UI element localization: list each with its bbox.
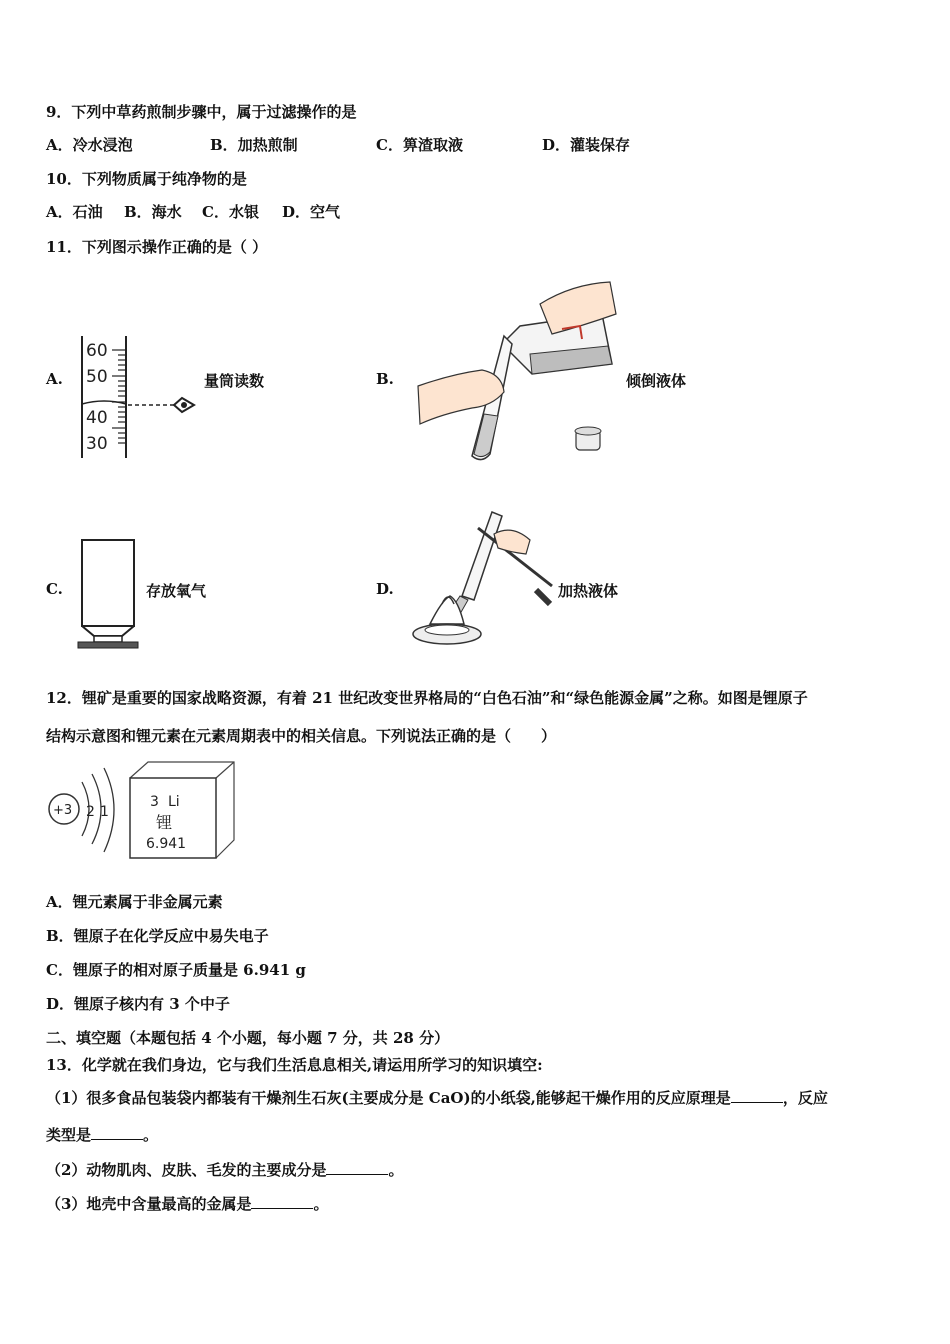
q13-part3-blank[interactable]	[251, 1194, 313, 1209]
q13-part1-text-a: （1）很多食品包装袋内都装有干燥剂生石灰(主要成分是 CaO)的小纸袋,能够起干燥作用的反应原理是	[46, 1089, 731, 1107]
q10-option-a: A．石油	[46, 203, 103, 221]
q13-part2-text-a: （2）动物肌肉、皮肤、毛发的主要成分是	[46, 1161, 327, 1179]
q13-part2	[46, 1159, 403, 1181]
q11-option-d-letter: D.	[376, 580, 394, 598]
q11-stem: 11．下列图示操作正确的是（ ）	[46, 238, 268, 256]
q13-part1-text-d: 。	[143, 1126, 159, 1144]
nucleus-charge: +3	[53, 803, 73, 818]
element-symbol: Li	[168, 794, 180, 810]
q11-option-d-caption: 加热液体	[558, 582, 619, 600]
q10-option-c: C．水银	[202, 203, 259, 221]
q13-part1-text-b: ，反应	[782, 1089, 828, 1107]
q10-stem: 10．下列物质属于纯净物的是	[46, 170, 247, 188]
graduated-cylinder-figure	[74, 332, 214, 464]
q10-option-d: D．空气	[282, 203, 341, 221]
pouring-liquid-figure	[412, 274, 622, 464]
section-2-heading: 二、填空题（本题包括 4 个小题，每小题 7 分，共 28 分）	[46, 1029, 450, 1047]
gas-jar-figure	[74, 536, 144, 652]
q12-option-c: C．锂原子的相对原子质量是 6.941 g	[46, 961, 306, 979]
q11-option-c-caption: 存放氧气	[146, 582, 207, 600]
shell-1-electrons: 2	[86, 804, 95, 820]
q11-option-c-letter: C.	[46, 580, 63, 598]
shell-2-electrons: 1	[100, 804, 109, 820]
element-mass: 6.941	[146, 836, 187, 852]
q9-option-b: B．加热煎制	[210, 136, 298, 154]
q13-part1-text-c: 类型是	[46, 1126, 92, 1144]
q11-option-b-caption: 倾倒液体	[626, 372, 687, 390]
q13-stem: 13．化学就在我们身边，它与我们生活息息相关,请运用所学习的知识填空:	[46, 1056, 543, 1074]
q13-part3-text-b: 。	[313, 1195, 329, 1213]
scale-label-60: 60	[86, 341, 108, 361]
element-number: 3	[150, 794, 159, 810]
q9-option-a: A．冷水浸泡	[46, 136, 133, 154]
q13-part1-line1	[46, 1087, 828, 1109]
q13-part1-blank-1[interactable]	[731, 1088, 783, 1103]
q12-stem-line2: 结构示意图和锂元素在元素周期表中的相关信息。下列说法正确的是（ ）	[46, 727, 557, 745]
q10-option-b: B．海水	[124, 203, 182, 221]
q11-option-a-letter: A.	[46, 370, 63, 388]
q9-stem: 9．下列中草药煎制步骤中，属于过滤操作的是	[46, 103, 357, 121]
q11-option-a-caption: 量筒读数	[204, 372, 265, 390]
q9-option-d: D．灌装保存	[542, 136, 631, 154]
lithium-structure-figure	[44, 760, 244, 864]
q12-option-b: B．锂原子在化学反应中易失电子	[46, 927, 269, 945]
q12-option-a: A．锂元素属于非金属元素	[46, 893, 223, 911]
q13-part2-text-b: 。	[388, 1161, 404, 1179]
q11-option-b-letter: B.	[376, 370, 394, 388]
q13-part3	[46, 1193, 328, 1215]
q13-part1-blank-2[interactable]	[91, 1125, 143, 1140]
q12-option-d: D．锂原子核内有 3 个中子	[46, 995, 230, 1013]
element-name: 锂	[156, 813, 173, 832]
scale-label-30: 30	[86, 434, 108, 454]
q9-option-c: C．箅渣取液	[376, 136, 463, 154]
q13-part3-text-a: （3）地壳中含量最高的金属是	[46, 1195, 252, 1213]
heating-liquid-figure	[402, 504, 562, 654]
scale-label-40: 40	[86, 408, 108, 428]
q12-stem-line1: 12．锂矿是重要的国家战略资源，有着 21 世纪改变世界格局的“白色石油”和“绿色能源金属”之称。如图是锂原子	[46, 689, 808, 707]
q13-part1-line2	[46, 1124, 158, 1146]
q13-part2-blank[interactable]	[326, 1160, 388, 1175]
scale-label-50: 50	[86, 367, 108, 387]
